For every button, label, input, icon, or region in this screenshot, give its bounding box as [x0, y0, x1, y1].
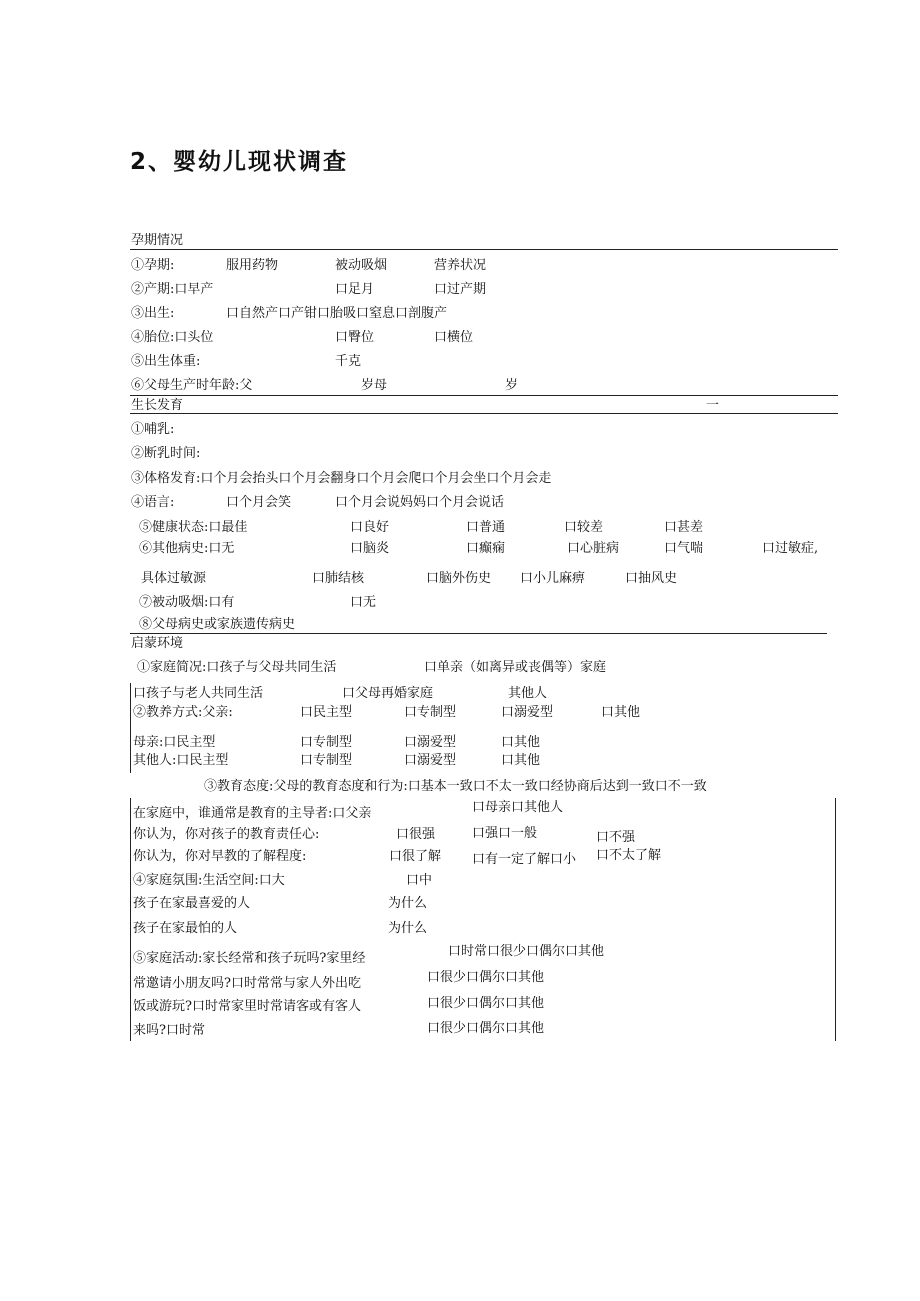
family-both-parents[interactable]: ①家庭简况:口孩子与父母共同生活 [137, 660, 337, 675]
father-authoritarian[interactable]: 口专制型 [404, 705, 457, 720]
history-convulsion[interactable]: 口抽风史 [625, 571, 678, 586]
responsibility-weak[interactable]: 口不强 [596, 830, 636, 845]
education-leader-father[interactable]: 在家庭中，谁通常是教育的主导者:口父亲 [133, 806, 372, 821]
physical-development[interactable]: ③体格发育:口个月会抬头口个月会翻身口个月会爬口个月会坐口个月会走 [131, 471, 552, 486]
early-edu-very[interactable]: 口很了解 [389, 849, 442, 864]
early-edu-little[interactable]: 口不太了解 [596, 848, 662, 863]
delivery-options[interactable]: 口自然产口产钳口胎吸口窒息口剖腹产 [226, 306, 448, 321]
mother-democratic[interactable]: 母亲:口民主型 [133, 735, 216, 750]
activity-text-1: ⑤家庭活动:家长经常和孩子玩吗?家里经 [133, 951, 366, 966]
others-other[interactable]: 口其他 [501, 753, 541, 768]
family-history-label: ⑧父母病史或家族遗传病史 [139, 617, 296, 632]
weaning-label: ②断乳时间: [131, 446, 201, 461]
activity-friends-options[interactable]: 口很少口偶尔口其他 [427, 970, 545, 985]
responsibility-label: 你认为，你对孩子的教育责任心: [133, 827, 320, 842]
margin-line [835, 798, 836, 1041]
history-allergy[interactable]: 口过敏症, [762, 541, 819, 556]
others-indulgent[interactable]: 口溺爱型 [404, 753, 457, 768]
activity-text-4: 来吗?口时常 [133, 1023, 205, 1038]
father-democratic[interactable]: 口民主型 [300, 705, 353, 720]
history-brain-injury[interactable]: 口脑外伤史 [426, 571, 492, 586]
birth-weight-label: ⑤出生体重: [131, 354, 201, 369]
medication-label: 服用药物 [226, 258, 279, 273]
history-polio[interactable]: 口小儿麻痹 [520, 571, 586, 586]
responsibility-strong[interactable]: 口强口一般 [472, 826, 538, 841]
living-space-medium[interactable]: 口中 [406, 873, 433, 888]
history-heart[interactable]: 口心脏病 [567, 541, 620, 556]
mother-indulgent[interactable]: 口溺爱型 [404, 735, 457, 750]
birth-term-post[interactable]: 口过产期 [434, 282, 487, 297]
others-authoritarian[interactable]: 口专制型 [300, 753, 353, 768]
activity-guests-options[interactable]: 口很少口偶尔口其他 [427, 1021, 545, 1036]
favorite-why-label: 为什么 [388, 896, 428, 911]
margin-line [130, 683, 131, 773]
health-poor[interactable]: 口较差 [564, 520, 604, 535]
history-none[interactable]: ⑥其他病史:口无 [139, 541, 235, 556]
history-encephalitis[interactable]: 口脑炎 [350, 541, 390, 556]
divider [130, 413, 838, 414]
mother-authoritarian[interactable]: 口专制型 [300, 735, 353, 750]
early-edu-label: 你认为，你对早教的了解程度: [133, 849, 307, 864]
health-normal[interactable]: 口普通 [466, 520, 506, 535]
favorite-person-label: 孩子在家最喜爱的人 [133, 896, 251, 911]
activity-text-3: 饭或游玩?口时常家里时常请客或有客人 [133, 999, 361, 1014]
father-other[interactable]: 口其他 [601, 705, 641, 720]
family-remarried[interactable]: 口父母再婚家庭 [342, 686, 434, 701]
parent-age-father: ⑥父母生产时年龄:父 [131, 378, 253, 393]
page-title: 2、婴幼儿现状调查 [130, 149, 349, 175]
divider [130, 395, 838, 396]
education-attitude[interactable]: ③教育态度:父母的教育态度和行为:口基本一致口不太一致口经协商后达到一致口不一致 [204, 779, 707, 794]
health-very-poor[interactable]: 口甚差 [664, 520, 704, 535]
language-smile[interactable]: 口个月会笑 [226, 495, 292, 510]
pregnancy-term-label: ①孕期: [131, 258, 175, 273]
father-indulgent[interactable]: 口溺爱型 [501, 705, 554, 720]
others-democratic[interactable]: 其他人:口民主型 [133, 753, 229, 768]
passive-smoking-label: 被动吸烟 [335, 258, 388, 273]
section-header-enlightenment: 启蒙环境 [131, 636, 184, 651]
feared-why-label: 为什么 [388, 921, 428, 936]
fetal-position-breech[interactable]: 口臀位 [335, 330, 375, 345]
divider [130, 249, 838, 250]
parenting-father-label: ②教养方式:父亲: [133, 705, 233, 720]
parent-age-mother: 岁母 [361, 378, 388, 393]
birth-term-full[interactable]: 口足月 [335, 282, 375, 297]
parent-age-unit: 岁 [505, 378, 519, 393]
breastfeeding-label: ①哺乳: [131, 422, 175, 437]
section-header-pregnancy: 孕期情况 [131, 233, 184, 248]
health-good[interactable]: 口良好 [350, 520, 390, 535]
smoking-no[interactable]: 口无 [350, 595, 377, 610]
margin-line [130, 798, 131, 1041]
feared-person-label: 孩子在家最怕的人 [133, 921, 238, 936]
living-space-large[interactable]: ④家庭氛围:生活空间:口大 [133, 873, 285, 888]
history-asthma[interactable]: 口气喘 [664, 541, 704, 556]
divider [130, 633, 827, 634]
responsibility-very-strong[interactable]: 口很强 [396, 827, 436, 842]
nutrition-label: 营养状况 [434, 258, 487, 273]
mother-other[interactable]: 口其他 [501, 735, 541, 750]
activity-outing-options[interactable]: 口很少口偶尔口其他 [427, 996, 545, 1011]
family-others: 其他人 [508, 686, 548, 701]
family-with-elders[interactable]: 口孩子与老人共同生活 [133, 686, 264, 701]
activity-play-options[interactable]: 口时常口很少口偶尔口其他 [448, 944, 605, 959]
smoking-yes[interactable]: ⑦被动吸烟:口有 [139, 595, 235, 610]
activity-text-2: 常邀请小朋友吗?口时常常与家人外出吃 [133, 976, 361, 991]
section-header-growth: 生长发育 [131, 398, 184, 413]
education-leader-mother[interactable]: 口母亲口其他人 [472, 800, 564, 815]
health-best[interactable]: ⑤健康状态:口最佳 [139, 520, 248, 535]
history-epilepsy[interactable]: 口癫痫 [466, 541, 506, 556]
early-edu-some[interactable]: 口有一定了解口小 [472, 852, 577, 867]
family-single-parent[interactable]: 口单亲（如离异或丧偶等）家庭 [424, 660, 607, 675]
birth-weight-unit: 千克 [335, 354, 362, 369]
fetal-position-transverse[interactable]: 口横位 [434, 330, 474, 345]
allergen-label: 具体过敏源 [141, 571, 207, 586]
growth-header-mark: 一 [706, 398, 720, 413]
language-words[interactable]: 口个月会说妈妈口个月会说话 [335, 495, 505, 510]
language-label: ④语言: [131, 495, 175, 510]
delivery-label: ③出生: [131, 306, 175, 321]
history-tuberculosis[interactable]: 口肺结核 [312, 571, 365, 586]
birth-term-premature[interactable]: ②产期:口早产 [131, 282, 214, 297]
fetal-position-head[interactable]: ④胎位:口头位 [131, 330, 214, 345]
